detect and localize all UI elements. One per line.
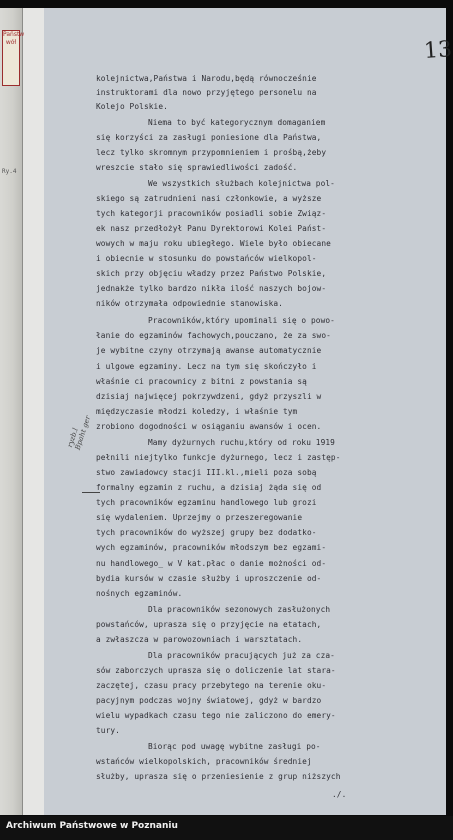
text-lines xyxy=(44,8,446,815)
text-line: nu handlowego_ w V kat.płac o danie możności od- xyxy=(96,559,327,568)
text-line: zrobiono dogodności w osiąganiu awansów i ocen. xyxy=(96,422,322,431)
text-line: instruktorami dla nowo przyjętego personelu na xyxy=(96,88,317,97)
text-line: Niema to być kategorycznym domaganiem xyxy=(148,118,326,127)
text-line: kolejnictwa,Państwa i Narodu,będą równocześnie xyxy=(96,74,317,83)
text-line: tych pracowników do wyższej grupy bez dodatko- xyxy=(96,528,317,537)
text-line: wreszcie stało się sprawiedliwości zadość. xyxy=(96,163,298,172)
text-line: i obiecnie w stosunku do powstańców wielkopol- xyxy=(96,254,317,263)
margin-dash xyxy=(82,492,100,493)
text-line: służby, uprasza się o przeniesienie z grup niższych xyxy=(96,772,341,781)
text-line: się korzyści za zasługi poniesione dla Państwa, xyxy=(96,133,322,142)
archive-footer-bar xyxy=(0,816,453,840)
text-line: Dla pracowników sezonowych zasłużonych xyxy=(148,605,331,614)
text-line: Mamy dyżurnych ruchu,który od roku 1919 xyxy=(148,438,335,447)
margin-note: ryzb.l Bpaht ger xyxy=(66,414,93,451)
text-line: pacyjnym podczas wojny światowej, gdyż w bardzo xyxy=(96,696,322,705)
archive-footer-text: Archiwum Państwowe w Poznaniu xyxy=(6,821,178,831)
text-line: bydia kursów w czasie służby i uproszczenie od- xyxy=(96,574,322,583)
text-line: właśnie ci pracownicy z bitni z powstania są xyxy=(96,377,307,386)
text-line: Biorąc pod uwagę wybitne zasługi po- xyxy=(148,742,321,751)
text-line: powstańców, uprasza się o przyjęcie na etatach, xyxy=(96,620,322,629)
text-line: łanie do egzaminów fachowych,pouczano, że za swo- xyxy=(96,331,331,340)
text-line: jednakże tylko bardzo nikła ilość naszych bojow- xyxy=(96,284,327,293)
text-line: Pracowników,który upominali się o powo- xyxy=(148,316,335,325)
text-line: Dla pracowników pracujących już za cza- xyxy=(148,651,335,660)
text-line: stwo zawiadowcy stacji III.kl.,mieli poza sobą xyxy=(96,468,317,477)
text-line: skiego są zatrudnieni nasi członkowie, a wyższe xyxy=(96,194,322,203)
text-line: skich przy objęciu władzy przez Państwo Polskie, xyxy=(96,269,327,278)
text-line: sów zaborczych uprasza się o doliczenie lat stara- xyxy=(96,666,336,675)
text-line: ./. xyxy=(332,790,347,799)
text-line: zaczętej, czasu pracy przebytego na terenie oku- xyxy=(96,681,327,690)
text-line: We wszystkich służbach kolejnictwa pol- xyxy=(148,179,335,188)
text-line: lecz tylko skromnym przypomnieniem i prośbą,żeby xyxy=(96,148,327,157)
text-line: wielu wypadkach czasu tego nie zaliczono do emery- xyxy=(96,711,336,720)
text-line: wstańców wielkopolskich, pracowników średniej xyxy=(96,757,312,766)
text-line: formalny egzamin z ruchu, a dzisiaj żąda się od xyxy=(96,483,322,492)
document-page xyxy=(44,8,453,815)
text-line: ników otrzymała odpowiednie stanowiska. xyxy=(96,299,283,308)
page-number: 13 xyxy=(423,37,453,64)
text-line: ek nasz przedłożył Panu Dyrektorowi Kolei Państ- xyxy=(96,224,327,233)
text-line: a zwłaszcza w parowozowniach i warsztatach. xyxy=(96,635,303,644)
text-line: wych egzaminów, pracowników młodszym bez egzami- xyxy=(96,543,327,552)
text-line: nośnych egzaminów. xyxy=(96,589,183,598)
text-line: tych pracowników egzaminu handlowego lub grozi xyxy=(96,498,317,507)
text-line: je wybitne czyny otrzymają awanse automatycznie xyxy=(96,346,322,355)
text-line: tych kategorji pracowników posiadli sobie Związ- xyxy=(96,209,327,218)
text-line: Kolejo Polskie. xyxy=(96,102,168,111)
text-line: pełnili niejtylko funkcje dyżurnego, lecz i zastęp- xyxy=(96,453,341,462)
text-line: wowych w maju roku ubiegłego. Wiele było obiecane xyxy=(96,239,331,248)
binding-edge xyxy=(0,8,23,815)
archive-label-strip: Państw wół xyxy=(2,30,20,86)
side-marks: Ry.4 xyxy=(2,168,17,175)
text-line: międzyczasie młodzi koledzy, i właśnie tym xyxy=(96,407,298,416)
text-line: i ulgowe egzaminy. Lecz na tym się skończyło i xyxy=(96,362,317,371)
text-line: tury. xyxy=(96,726,120,735)
text-line: dzisiaj najwięcej pokrzywdzeni, gdyż przyszli w xyxy=(96,392,322,401)
text-line: się wydaleniem. Uprzejmy o przeszeregowanie xyxy=(96,513,303,522)
scanned-page xyxy=(0,8,453,815)
